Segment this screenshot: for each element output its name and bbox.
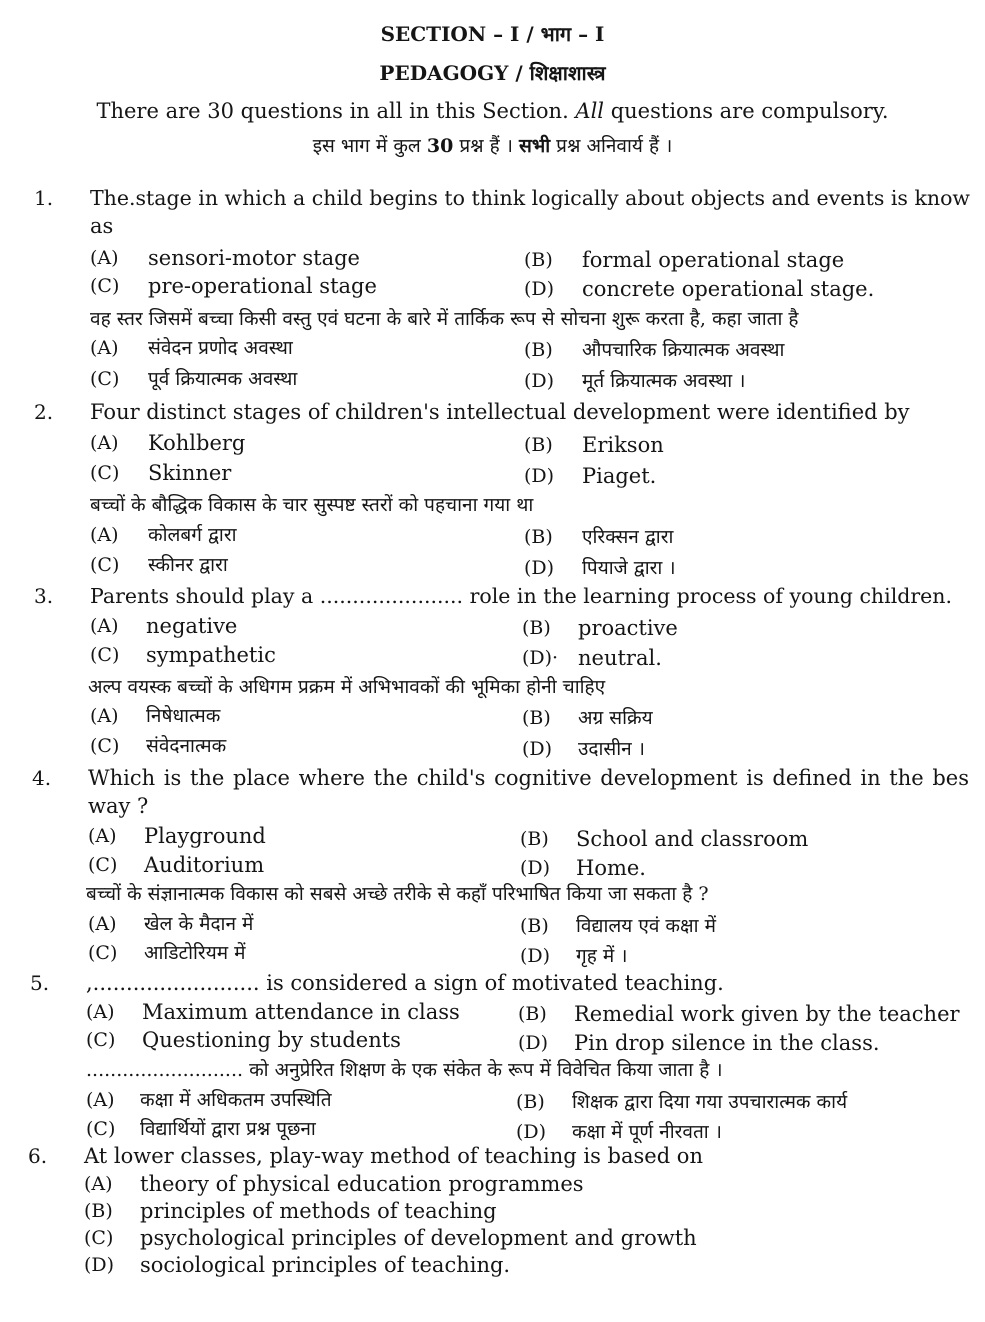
question-text-english: ,......................... is considered a sign of motivated teaching.	[86, 971, 724, 995]
intro-hindi: इस भाग में कुल 30 प्रश्न हैं । सभी प्रश्न अनिवार्य हैं ।	[312, 135, 673, 157]
option-text: proactive	[578, 616, 678, 640]
option-text: विद्यार्थियों द्वारा प्रश्न पूछना	[140, 1118, 316, 1140]
option-text: theory of physical education programmes	[140, 1172, 584, 1196]
question-text-english: Parents should play a ...................... role in the learning process of young children.	[90, 584, 953, 608]
option-label: (D)	[84, 1254, 115, 1276]
option-text: संवेदनात्मक	[146, 735, 227, 757]
option-label: (A)	[90, 247, 119, 269]
option-label: (B)	[522, 707, 551, 729]
option-text: संवेदन प्रणोद अवस्था	[148, 337, 293, 359]
option-label: (A)	[90, 432, 119, 454]
question-number: 2.	[34, 400, 54, 424]
option-label: (C)	[90, 275, 120, 297]
option-text: Auditorium	[144, 853, 265, 877]
option-label: (A)	[88, 825, 117, 847]
question-number: 1.	[34, 186, 54, 210]
option-label: (A)	[86, 1001, 115, 1023]
option-text: sympathetic	[146, 643, 276, 667]
option-label: (B)	[84, 1200, 113, 1222]
question-text-hindi: अल्प वयस्क बच्चों के अधिगम प्रक्रम में अभिभावकों की भूमिका होनी चाहिए	[88, 676, 606, 698]
option-label: (D)·	[522, 647, 559, 669]
option-text: Erikson	[582, 433, 664, 457]
option-label: (D)	[522, 738, 553, 760]
option-text: कक्षा में पूर्ण नीरवता ।	[572, 1121, 722, 1143]
option-label: (D)	[518, 1032, 549, 1054]
question-text-hindi: बच्चों के बौद्धिक विकास के चार सुस्पष्ट स्तरों को पहचाना गया था	[90, 494, 534, 516]
option-label: (B)	[522, 617, 551, 639]
question-text-english: Which is the place where the child's cognitive development is defined in the bes	[88, 766, 969, 790]
option-text: Maximum attendance in class	[142, 1000, 460, 1024]
question-text-english-cont: way ?	[88, 794, 149, 818]
option-label: (C)	[90, 644, 120, 666]
option-text: Kohlberg	[148, 431, 246, 455]
option-label: (B)	[516, 1091, 545, 1113]
option-text: Remedial work given by the teacher	[574, 1002, 960, 1026]
option-label: (C)	[90, 368, 120, 390]
option-label: (D)	[524, 278, 555, 300]
subject-heading: PEDAGOGY / शिक्षाशास्त्र	[379, 61, 606, 85]
option-label: (D)	[520, 945, 551, 967]
question-text-english-cont: as	[90, 214, 114, 238]
option-text: psychological principles of development and growth	[140, 1226, 697, 1250]
option-text: स्कीनर द्वारा	[148, 554, 228, 576]
option-label: (D)	[524, 370, 555, 392]
question-text-english: Four distinct stages of children's intellectual development were identified by	[90, 400, 910, 424]
option-label: (D)	[524, 557, 555, 579]
option-text: principles of methods of teaching	[140, 1199, 497, 1223]
option-label: (A)	[90, 337, 119, 359]
option-text: अग्र सक्रिय	[578, 707, 653, 729]
option-text: concrete operational stage.	[582, 277, 875, 301]
option-label: (D)	[524, 465, 555, 487]
option-text: Skinner	[148, 461, 232, 485]
option-label: (B)	[520, 828, 549, 850]
option-text: पूर्व क्रियात्मक अवस्था	[148, 368, 298, 390]
option-text: Home.	[576, 856, 646, 880]
option-text: शिक्षक द्वारा दिया गया उपचारात्मक कार्य	[572, 1091, 848, 1113]
intro-english: There are 30 questions in all in this Section. All questions are compulsory.	[96, 99, 889, 123]
option-label: (C)	[90, 735, 120, 757]
option-text: pre-operational stage	[148, 274, 377, 298]
option-text: खेल के मैदान में	[144, 913, 254, 935]
option-label: (A)	[88, 913, 117, 935]
option-label: (D)	[516, 1121, 547, 1143]
option-text: Piaget.	[582, 464, 657, 488]
option-label: (B)	[518, 1003, 547, 1025]
question-text-hindi: बच्चों के संज्ञानात्मक विकास को सबसे अच्छे तरीके से कहाँ परिभाषित किया जा सकता है ?	[86, 883, 709, 905]
option-text: कक्षा में अधिकतम उपस्थिति	[140, 1089, 332, 1111]
option-text: आडिटोरियम में	[144, 942, 246, 964]
option-text: Pin drop silence in the class.	[574, 1031, 880, 1055]
question-text-hindi: वह स्तर जिसमें बच्चा किसी वस्तु एवं घटना के बारे में तार्किक रूप से सोचना शुरू करता है, कहा जाता है	[90, 308, 799, 330]
question-number: 4.	[32, 766, 52, 790]
option-label: (B)	[524, 339, 553, 361]
question-text-english: At lower classes, play-way method of teaching is based on	[84, 1144, 703, 1168]
option-text: formal operational stage	[582, 248, 845, 272]
option-label: (A)	[86, 1089, 115, 1111]
question-text-english: The.stage in which a child begins to think logically about objects and events is know	[90, 186, 970, 210]
option-text: औपचारिक क्रियात्मक अवस्था	[582, 339, 785, 361]
option-label: (C)	[84, 1227, 114, 1249]
option-label: (A)	[84, 1173, 113, 1195]
option-label: (C)	[88, 942, 118, 964]
option-label: (C)	[86, 1118, 116, 1140]
question-number: 6.	[28, 1144, 48, 1168]
option-text: sociological principles of teaching.	[140, 1253, 511, 1277]
question-text-hindi: .......................... को अनुप्रेरित शिक्षण के एक संकेत के रूप में विवेचित किया जाता है ।	[86, 1059, 723, 1081]
option-text: एरिक्सन द्वारा	[582, 526, 674, 548]
option-label: (B)	[524, 249, 553, 271]
question-number: 3.	[34, 584, 54, 608]
option-text: neutral.	[578, 646, 662, 670]
option-text: मूर्त क्रियात्मक अवस्था ।	[582, 370, 746, 392]
option-text: Questioning by students	[142, 1028, 401, 1052]
option-label: (C)	[88, 854, 118, 876]
option-text: sensori-motor stage	[148, 246, 360, 270]
option-label: (B)	[520, 915, 549, 937]
section-heading: SECTION – I / भाग – I	[380, 22, 605, 46]
option-label: (A)	[90, 615, 119, 637]
option-label: (A)	[90, 705, 119, 727]
option-label: (C)	[90, 554, 120, 576]
question-number: 5.	[30, 971, 50, 995]
option-text: negative	[146, 614, 238, 638]
option-text: विद्यालय एवं कक्षा में	[576, 915, 716, 937]
option-text: Playground	[144, 824, 266, 848]
option-text: पियाजे द्वारा ।	[582, 557, 676, 579]
option-text: कोलबर्ग द्वारा	[148, 524, 237, 546]
option-label: (D)	[520, 857, 551, 879]
option-text: निषेधात्मक	[146, 705, 221, 727]
option-label: (A)	[90, 524, 119, 546]
option-text: उदासीन ।	[578, 738, 645, 760]
option-label: (B)	[524, 526, 553, 548]
option-text: गृह में ।	[576, 945, 628, 967]
option-label: (C)	[86, 1029, 116, 1051]
option-label: (C)	[90, 462, 120, 484]
option-text: School and classroom	[576, 827, 809, 851]
option-label: (B)	[524, 434, 553, 456]
